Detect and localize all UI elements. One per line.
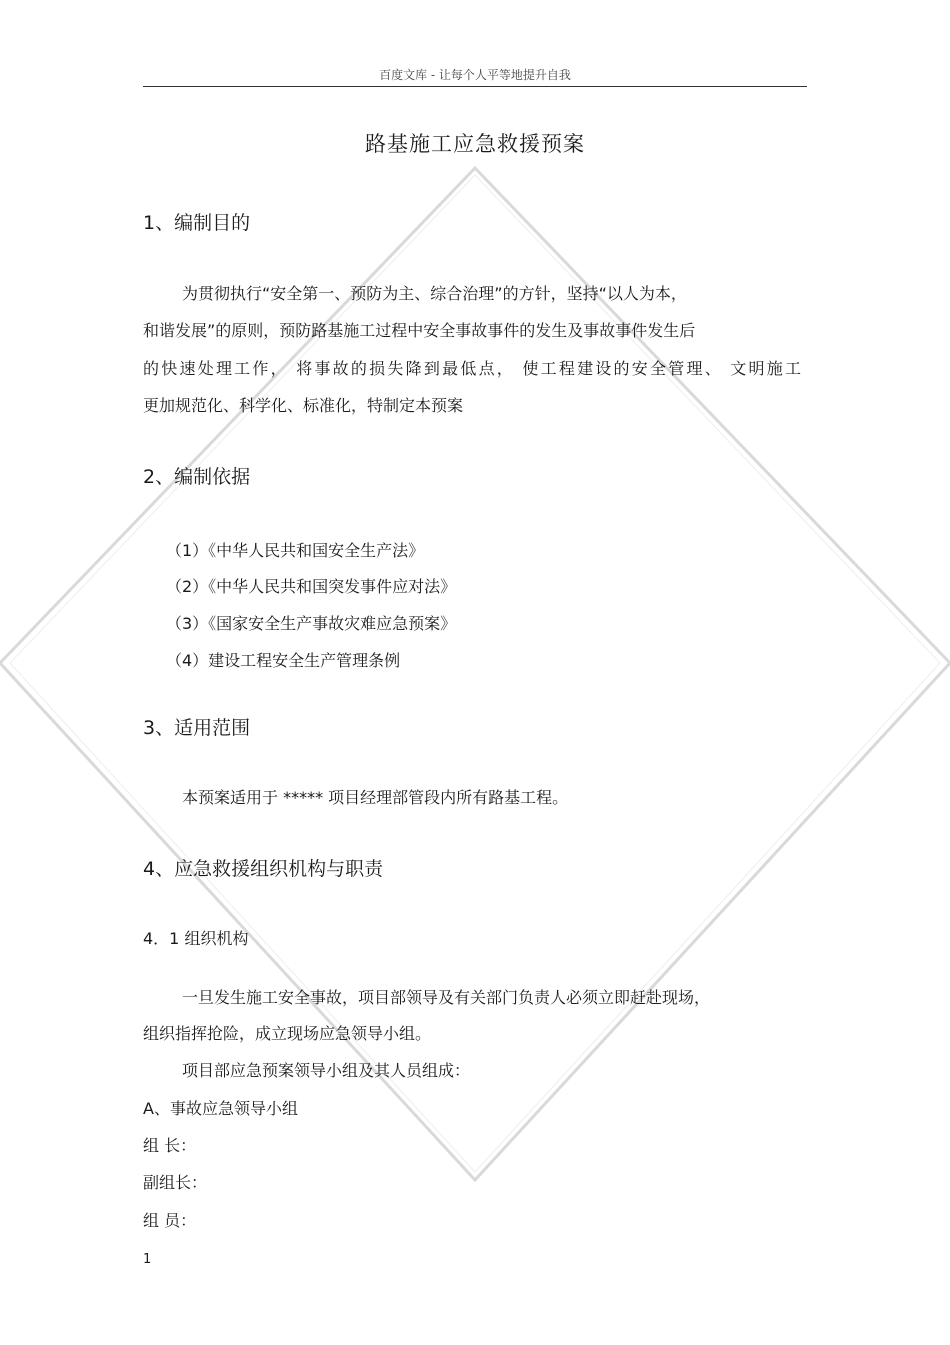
section-1-line-2: 和谐发展”的原则，预防路基施工过程中安全事故事件的发生及事故事件发生后 <box>143 321 696 340</box>
section-1-line-4: 更加规范化、科学化、标准化，特制定本预案 <box>143 396 464 415</box>
role-members: 组 员： <box>143 1211 197 1230</box>
section-2-item-1: （1）《中华人民共和国安全生产法》 <box>166 541 425 560</box>
role-deputy-leader: 副组长： <box>143 1173 208 1192</box>
section-4-line-1: 一旦发生施工安全事故，项目部领导及有关部门负责人必须立即赶赴现场， <box>182 988 711 1007</box>
section-4-line-3: 项目部应急预案领导小组及其人员组成： <box>182 1061 471 1080</box>
section-1-line-3: 的快速处理工作， 将事故的损失降到最低点， 使工程建设的安全管理、 文明施工 <box>143 359 801 378</box>
header-divider <box>143 86 807 87</box>
section-1-line-1: 为贯彻执行“安全第一、预防为主、综合治理”的方针，坚持“以人为本， <box>182 284 687 303</box>
section-4-1-heading: 4．1 组织机构 <box>143 929 249 948</box>
section-2-item-4: （4）建设工程安全生产管理条例 <box>166 651 401 670</box>
section-4-heading: 4、应急救援组织机构与职责 <box>143 858 384 880</box>
section-1-heading: 1、编制目的 <box>143 212 251 234</box>
section-3-heading: 3、适用范围 <box>143 717 251 739</box>
page-header: 百度文库 - 让每个人平等地提升自我 <box>379 68 571 82</box>
leader-group-title: A、事故应急领导小组 <box>143 1099 298 1118</box>
section-2-item-3: （3）《国家安全生产事故灾难应急预案》 <box>166 614 457 633</box>
section-2-item-2: （2）《中华人民共和国突发事件应对法》 <box>166 577 457 596</box>
section-2-heading: 2、编制依据 <box>143 466 251 488</box>
document-title: 路基施工应急救援预案 <box>365 132 585 156</box>
section-3-text: 本预案适用于 ***** 项目经理部管段内所有路基工程。 <box>182 788 569 807</box>
role-leader: 组 长： <box>143 1136 197 1155</box>
section-4-line-2: 组织指挥抢险，成立现场应急领导小组。 <box>143 1024 432 1043</box>
page-number: 1 <box>143 1252 152 1267</box>
